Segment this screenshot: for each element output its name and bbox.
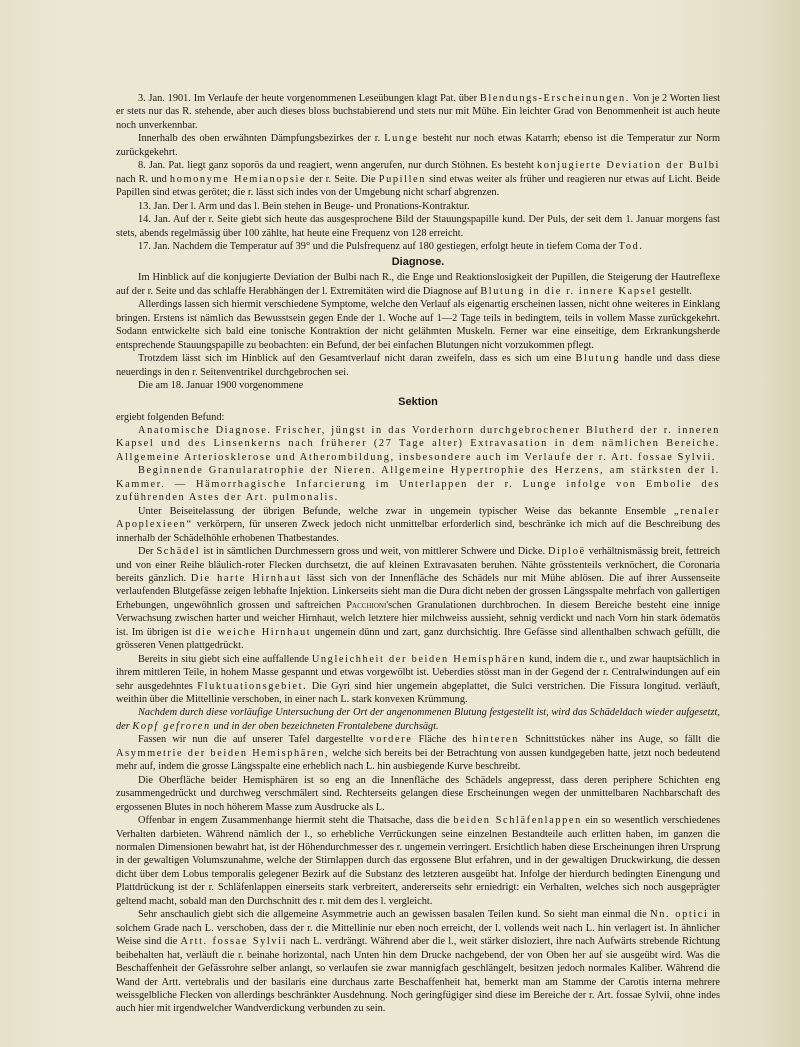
- emphasis: Fluktuationsgebiet.: [197, 680, 308, 692]
- sektion-intro: ergiebt folgenden Befund:: [116, 411, 225, 423]
- emphasis: die weiche Hirnhaut: [195, 626, 312, 638]
- emphasis: Lunge: [384, 133, 419, 145]
- page-text: [116, 92, 720, 1016]
- emphasis: Diploë: [547, 546, 586, 558]
- emphasis: Schädel: [156, 546, 201, 558]
- sektion-para-schaedel: Der Schädel ist in sämtlichen Durchmessern gross und weit, von mittlerer Schwere und Dicke. Diploë verhältnismässig breit, fettreich und von einer Reihe bläulich-roter Flecken durchsetzt, die auf kleinen Extravasaten beruhen. Nähte grösstenteils verknöchert, die Coronaria bereits gänzlich. Die harte Hirnhaut lässt sich von der Innenfläche des Schädels nur mit Mühe ablösen. Die auf ihrer Aussenseite verlaufenden Blutgefässe zeigen lebhafte Injektion. Linkerseits sieht man die Dura dicht neben der grossen Längsspalte mehrfach von gallertigen Erhebungen, ungewöhnlich grossen und saftreichen Pacchioni'schen Granulationen durchbrochen. In diesem Bereiche besteht eine innige Verwachsung zwischen harter und weicher Hirnhaut, welch letztere hier milchweiss aussieht, sehnig verdickt und nach Vorn hin stark ödematös ist. Im übrigen ist die weiche Hirnhaut ungemein dünn und zart, ganz durchsichtig. Ihre Gefässe sind allenthalben schwach gefüllt, die grösseren Venen plattgedrückt.: [116, 546, 721, 652]
- emphasis: Blutung: [575, 353, 621, 365]
- emphasis: Blendungs-Erscheinungen.: [479, 93, 630, 104]
- emphasis: konjugierte Deviation der Bulbi: [536, 160, 720, 172]
- diagnose-para-1: Im Hinblick auf die konjugierte Deviation der Bulbi nach R., die Enge und Reaktionslosigkeit der Pupillen, die Steigerung der Hautreflexe auf der r. Seite und das schlaffe Herabhängen der l. Extremitäten wird die Diagnose auf Blutung in die r. innere Kapsel gestellt.: [116, 272, 720, 297]
- emphasis: Ungleichheit der beiden Hemisphären: [311, 653, 527, 665]
- heading-sektion: Sektion: [398, 395, 438, 408]
- sektion-para-basal: Sehr anschaulich giebt sich die allgemeine Asymmetrie auch an gewissen basalen Teilen kund. So sieht man einmal die Nn. optici in solchem Grade nach L. verschoben, dass der r. die Mittellinie nur eben noch erreicht, der l. vollends weit nach L. hin verlagert ist. In ähnlicher Weise sind die Artt. fossae Sylvii nach L. verdrängt. Während aber die l., weit stärker disloziert, ihre nach Aufwärts strebende Richtung beibehalten hat, verläuft die r. beinahe horizontal, nach Unten hin dem Drucke nachgebend, der von Oben her auf sie ausgeübt wird. Was die Beschaffenheit der Gefässrohre selber anlangt, so verlaufen sie zwar mannigfach geschlängelt, besitzen jedoch normales Kaliber. Während die Wand der Artt. vertebralis und der basilaris eine durchaus zarte Beschaffenheit hat, bemerkt man am Stamme der Carotis interna mehrere weissgelbliche Flecken von allerdings beschränkter Ausdehnung. Noch geringfügiger sind diese im Bereiche der r. Art. fossae Sylvii, ohne indes auch hier mit irgendwelcher Wandverdickung verbunden zu sein.: [116, 909, 720, 1015]
- sektion-befunde: Beginnende Granularatrophie der Nieren. Allgemeine Hypertrophie des Herzens, am stärksten der l. Kammer. — Hämorrhagische Infarcierung im Unterlappen der r. Lunge infolge von Embolie des zuführenden Astes der Art. pulmonalis.: [116, 465, 720, 504]
- emphasis: homonyme Hemianopsie: [169, 173, 307, 185]
- sektion-para-oberflaeche: Die Oberfläche beider Hemisphären ist so eng an die Innenfläche des Schädels angepresst, dass deren periphere Schichten eng zusammengedrückt und durchweg verschmälert sind. Rechterseits gelangen diese Erscheinungen wegen der unmittelbaren Nachbarschaft des ergossenen Blutes in noch höherem Masse zum Ausdrucke als L.: [116, 774, 720, 813]
- emphasis: Die harte Hirnhaut: [190, 572, 302, 584]
- sektion-para-hemisphaeren: Bereits in situ giebt sich eine auffallende Ungleichheit der beiden Hemisphären kund, indem die r., und zwar hauptsächlich in ihrem mittleren Teile, in hohem Masse gespannt und etwas vorgewölbt ist. Ueberdies stösst man in der Gegend der r. Centralwindungen auf ein sehr ausgedehntes Fluktuationsgebiet. Die Gyri sind hier ungemein abgeplattet, die Sulci verstrichen. Die Fissura longitud. verläuft, weithin über die Mittellinie verschoben, in einer nach L. stark konvexen Krümmung.: [116, 653, 721, 706]
- diagnose-para-3: Trotzdem lässt sich im Hinblick auf den Gesamtverlauf nicht daran zweifeln, dass es sich um eine Blutung handle und dass diese neuerdings in den r. Seitenventrikel durchgebrochen sei.: [116, 353, 720, 378]
- diagnose-para-4: Die am 18. Januar 1900 vorgenommene: [138, 380, 304, 392]
- entry-14-jan: 14. Jan. Auf der r. Seite giebt sich heute das ausgesprochene Bild der Stauungspapille kund. Der Puls, der seit dem 1. Januar morgens fast stets, abends regelmässig über 100 zählte, hat heute eine Frequenz von 128 erreicht.: [116, 214, 720, 239]
- name-small-caps: Pacchioni: [346, 599, 387, 611]
- emphasis: Blutung in die r. innere Kapsel: [480, 285, 657, 297]
- emphasis: Pupillen: [378, 173, 426, 185]
- label: Anatomische Diagnose.: [138, 424, 272, 436]
- emphasis: Asymmetrie der beiden Hemisphären,: [116, 747, 330, 759]
- entry-lunge: Innerhalb des oben erwähnten Dämpfungsbezirkes der r. Lunge besteht nur noch etwas Katarrh; ebenso ist die Temperatur zur Norm zurückgekehrt.: [116, 133, 720, 158]
- emphasis: hinteren: [472, 734, 520, 746]
- entry-13-jan: 13. Jan. Der l. Arm und das l. Bein stehen in Beuge- und Pronations-Kontraktur.: [138, 200, 470, 212]
- sektion-para-flaeche: Fassen wir nun die auf unserer Tafel dargestellte vordere Fläche des hinteren Schnittstückes näher ins Auge, so fällt die Asymmetrie der beiden Hemisphären, welche sich bereits bei der Betrachtung von aussen kundgegeben hatte, jetzt noch bedeutend mehr auf, indem die grosse Längsspalte eine erheblich nach L. hin ausbiegende Kurve beschreibt.: [116, 734, 720, 773]
- emphasis: Artt. fossae Sylvii: [180, 936, 288, 948]
- entry-3-jan: 3. Jan. 1901. Im Verlaufe der heute vorgenommenen Leseübungen klagt Pat. über Blendungs-Erscheinungen. Von je 2 Worten liest er stets nur das R. stehende, aber auch dieses bloss buchstabierend und stets nur mit Mühe. Ein leichter Grad von Benommenheit ist auch heute noch unverkennbar.: [116, 93, 720, 131]
- emphasis: Nn. optici: [650, 909, 709, 921]
- sektion-para-italic: Nachdem durch diese vorläufige Untersuchung der Ort der angenommenen Blutung festgestellt ist, wird das Schädeldach wieder aufgesetzt, der Kopf gefroren und in der oben bezeichneten Frontalebene durchsägt.: [116, 707, 720, 732]
- heading-diagnose: Diagnose.: [391, 256, 445, 269]
- sektion-anatomische-diagnose: Anatomische Diagnose. Frischer, jüngst in das Vorderhorn durchgebrochener Blutherd der r. inneren Kapsel und des Linsenkerns nach früherer (27 Tage alter) Extravasation in dem nämlichen Bereiche. Allgemeine Arteriosklerose und Atherombildung, insbesondere auch im Verlaufe der r. Art. fossae Sylvii.: [116, 424, 720, 463]
- sektion-para-renal: Unter Beiseitelassung der übrigen Befunde, welche zwar in ungemein typischer Weise das bekannte Ensemble „renaler Apoplexieen“ verkörpern, für unseren Zweck jedoch nicht unmittelbar erforderlich sind, beschränke ich mich auf die Beschreibung des innerhalb der Schädelhöhle erhobenen Thatbestandes.: [116, 505, 721, 544]
- emphasis: beiden Schläfenlappen: [453, 815, 582, 827]
- sektion-para-schlaefenlappen: Offenbar in engem Zusammenhange hiermit steht die Thatsache, dass die beiden Schläfenlappen ein so wesentlich verschiedenes Verhalten darbieten. Während nämlich der l., so erhebliche Verrückungen seine einzelnen Bestandteile auch erlitten haben, im ganzen die normalen Dimensionen bewahrt hat, ist der Höhendurchmesser des r. ungemein verringert. Ersichtlich haben diese Erscheinungen ihren Ursprung in der gewaltigen Volumszunahme, welche der Stirnlappen durch das ergossene Blut erfahren, und in der gewaltigen Druckwirkung, die dessen dicht über dem Lobus temporalis gelegener Bezirk auf die Substanz des letzteren ausgeübt hat. Infolge der hierdurch bedingten Einengung und Plattdrückung ist der r. Schläfenlappen einerseits stark verbreitert, andererseits sehr erniedrigt: ein Verhalten, welches sich noch ausgeprägter geltend macht, sobald man den Durchschnitt des r. mit dem des l. vergleicht.: [116, 815, 720, 907]
- emphasis: vordere: [369, 734, 413, 746]
- emphasis: Kopf gefroren: [132, 720, 211, 732]
- diagnose-para-2: Allerdings lassen sich hiermit verschiedene Symptome, welche den Verlauf als eigenartig erscheinen lassen, nicht ohne weiteres in Einklang bringen. Erstens ist nämlich das Bewusstsein gegen Ende der 1. Woche auf 1—2 Tage teils in bedingtem, teils in vollem Masse zurückgekehrt. Sodann entwickelte sich bald eine tonische Kontraktion der nicht gelähmten Muskeln. Ferner war eine einseitige, dem Erkrankungsherde entsprechende Stauungspapille zu beobachten: ein Befund, der bei einfachen Blutungen nicht vorzukommen pflegt.: [116, 299, 720, 351]
- emphasis: Tod.: [618, 240, 644, 252]
- emphasis: „renaler Apoplexieen“: [116, 505, 721, 531]
- entry-8-jan: 8. Jan. Pat. liegt ganz soporös da und reagiert, wenn angerufen, nur durch Stöhnen. Es besteht konjugierte Deviation der Bulbi nach R. und homonyme Hemianopsie der r. Seite. Die Pupillen sind etwas weiter als früher und reagieren nur etwas auf Licht. Beide Papillen sind etwas gerötet; die r. lässt sich indes von der Umgebung nicht scharf abgrenzen.: [116, 160, 721, 199]
- entry-17-jan: 17. Jan. Nachdem die Temperatur auf 39° und die Pulsfrequenz auf 180 gestiegen, erfolgt heute in tiefem Coma der Tod.: [138, 240, 644, 252]
